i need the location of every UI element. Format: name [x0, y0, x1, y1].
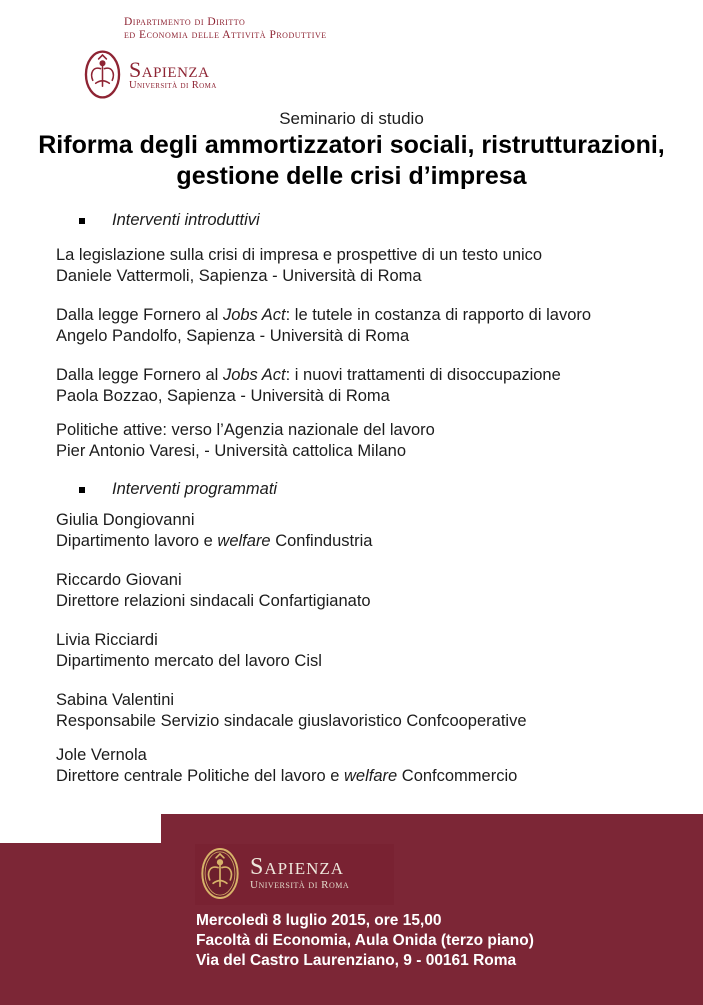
item-line1: Livia Ricciardi: [56, 631, 158, 649]
program-item: [56, 510, 372, 552]
program-item: [56, 690, 527, 732]
department-name-line2: ed Economia delle Attività Produttive: [124, 28, 327, 41]
item-line1: Dalla legge Fornero al Jobs Act: i nuovi trattamenti di disoccupazione: [56, 366, 561, 384]
bullet-icon: [79, 218, 85, 224]
item-line1: La legislazione sulla crisi di impresa e prospettive di un testo unico: [56, 246, 543, 264]
item-line2: Direttore centrale Politiche del lavoro e welfare Confcommercio: [56, 767, 518, 785]
footer-sapienza-emblem-icon: [200, 847, 240, 900]
department-name: [124, 16, 327, 41]
item-line2: Responsabile Servizio sindacale giuslavoristico Confcooperative: [56, 712, 527, 730]
item-line2: Pier Antonio Varesi, - Università cattolica Milano: [56, 442, 407, 460]
program-item: [56, 305, 591, 347]
sapienza-wordmark-subtitle: Università di Roma: [129, 79, 217, 91]
item-line1: Politiche attive: verso l’Agenzia nazionale del lavoro: [56, 421, 435, 439]
item-line1: Jole Vernola: [56, 746, 147, 764]
item-line2: Dipartimento mercato del lavoro Cisl: [56, 652, 322, 670]
item-line2: Daniele Vattermoli, Sapienza - Università di Roma: [56, 267, 422, 285]
item-line2: Angelo Pandolfo, Sapienza - Università di Roma: [56, 327, 410, 345]
department-name-line1: Dipartimento di Diritto: [124, 16, 246, 28]
footer-wordmark-block: [250, 856, 349, 891]
program-item: [56, 245, 542, 287]
sapienza-wordmark-block: [129, 56, 217, 91]
section-heading-label: Interventi introduttivi: [112, 211, 260, 229]
item-line1: Riccardo Giovani: [56, 571, 182, 589]
seminar-kicker: Seminario di studio: [279, 109, 424, 128]
item-line2: Dipartimento lavoro e welfare Confindustria: [56, 532, 373, 550]
program-item: [56, 630, 322, 672]
item-line1: Sabina Valentini: [56, 691, 175, 709]
bullet-icon: [79, 487, 85, 493]
item-line1: Dalla legge Fornero al Jobs Act: le tutele in costanza di rapporto di lavoro: [56, 306, 592, 324]
section-heading-programmati: [78, 480, 277, 499]
footer-sapienza-logo: [200, 847, 349, 900]
program-item: [56, 570, 371, 612]
sapienza-logo: [84, 50, 217, 99]
program-item: [56, 745, 517, 787]
seminar-title: [0, 130, 703, 192]
footer-address: Via del Castro Laurenziano, 9 - 00161 Roma: [196, 952, 517, 969]
program-item: [56, 365, 561, 407]
footer: [0, 843, 703, 1005]
footer-sapienza-wordmark-subtitle: Università di Roma: [250, 879, 350, 891]
sapienza-wordmark: Sapienza: [129, 56, 210, 82]
seminar-title-line1: Riforma degli ammortizzatori sociali, ristrutturazioni,: [38, 131, 665, 159]
footer-step-band: [161, 814, 703, 844]
footer-venue: Facoltà di Economia, Aula Onida (terzo piano): [196, 932, 534, 949]
sapienza-emblem-icon: [84, 50, 121, 99]
program-item: [56, 420, 435, 462]
section-heading-introduttivi: [78, 211, 260, 230]
footer-sapienza-wordmark: Sapienza: [250, 854, 345, 880]
footer-event-details: [196, 911, 534, 971]
section-heading-label: Interventi programmati: [112, 480, 278, 498]
item-line2: Paola Bozzao, Sapienza - Università di Roma: [56, 387, 390, 405]
item-line1: Giulia Dongiovanni: [56, 511, 195, 529]
seminar-title-line2: gestione delle crisi d’impresa: [176, 162, 527, 190]
item-line2: Direttore relazioni sindacali Confartigianato: [56, 592, 371, 610]
footer-date: Mercoledì 8 luglio 2015, ore 15,00: [196, 912, 442, 929]
